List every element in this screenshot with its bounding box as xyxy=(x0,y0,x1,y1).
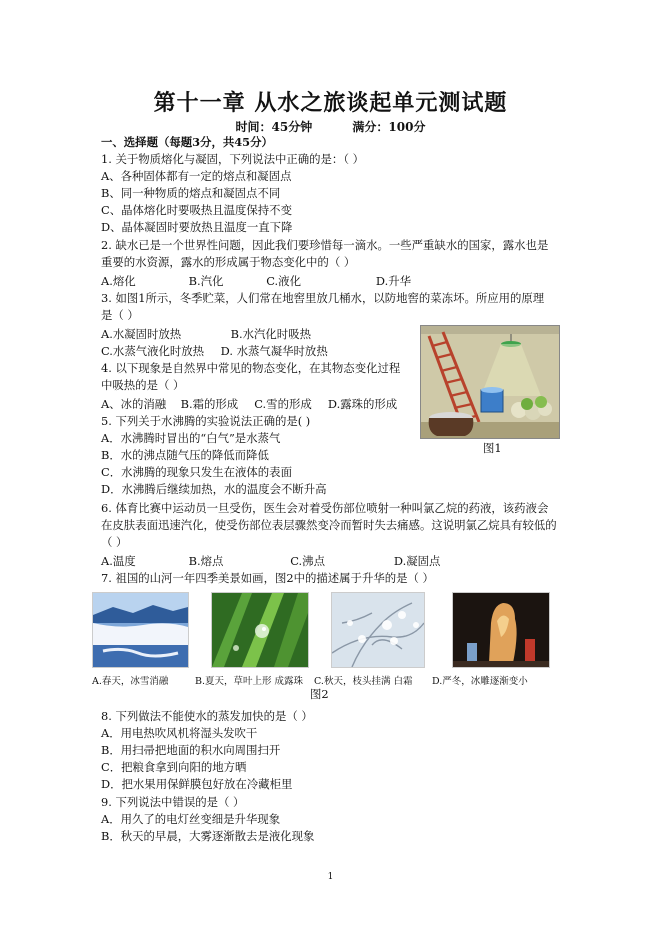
question-8-option-d: D．把水果用保鲜膜包好放在冷藏柜里 xyxy=(101,777,293,791)
question-5-option-c: C．水沸腾的现象只发生在液体的表面 xyxy=(101,465,292,479)
figure-2-caption-a: A.春天，冰雪消融 xyxy=(92,676,169,687)
question-3-option-b: B.水汽化时吸热 xyxy=(230,327,311,341)
question-2-options xyxy=(101,273,411,289)
question-6-stem-line3: （ ） xyxy=(101,535,128,549)
question-2-stem-line1: 2. 缺水已是一个世界性问题，因此我们要珍惜每一滴水。一些严重缺水的国家，露水也是 xyxy=(101,238,549,252)
question-3-option-d: D. 水蒸气凝华时放热 xyxy=(220,344,328,358)
question-2-option-c: C.液化 xyxy=(266,274,301,288)
total-score: 满分：100分 xyxy=(352,120,426,134)
question-6-options xyxy=(101,553,440,569)
question-4-stem-line2: 中吸热的是（ ） xyxy=(101,378,185,392)
question-6-option-a: A.温度 xyxy=(101,554,136,568)
figure-2-caption-d: D.严冬，冰雕逐渐变小 xyxy=(432,676,528,687)
question-8-stem: 8. 下列做法不能使水的蒸发加快的是（ ） xyxy=(101,709,313,723)
photo-spring-ice-melting xyxy=(92,592,189,668)
question-6-stem-line2: 在皮肤表面迅速汽化，使受伤部位表层骤然变冷而暂时失去痛感。这说明氯乙烷具有较低的 xyxy=(101,518,557,532)
ice-sculpture-image xyxy=(453,593,549,667)
question-3-option-c: C.水蒸气液化时放热 xyxy=(101,344,205,358)
question-4-option-b: B.霜的形成 xyxy=(180,397,239,411)
cellar-drawing xyxy=(421,326,559,438)
exam-meta xyxy=(0,118,661,135)
figure-1-label: 图1 xyxy=(483,441,502,455)
question-5-option-a: A．水沸腾时冒出的“白气”是水蒸气 xyxy=(101,431,281,445)
question-6-stem-line1: 6. 体育比赛中运动员一旦受伤，医生会对着受伤部位喷射一种叫氯乙烷的药液，该药液会 xyxy=(101,501,549,515)
question-1-option-a: A、各种固体都有一定的熔点和凝固点 xyxy=(101,169,292,183)
question-1-option-d: D、晶体凝固时要放热且温度一直下降 xyxy=(101,220,293,234)
section-heading: 一、选择题（每题3分，共45分） xyxy=(101,135,273,149)
summer-dew-image xyxy=(212,593,308,667)
question-4-option-c: C.雪的形成 xyxy=(254,397,312,411)
question-9-option-a: A．用久了的电灯丝变细是升华现象 xyxy=(101,812,281,826)
question-8-option-a: A．用电热吹风机将湿头发吹干 xyxy=(101,726,258,740)
question-2-option-b: B.汽化 xyxy=(188,274,224,288)
question-4-options xyxy=(101,396,397,412)
question-2-option-d: D.升华 xyxy=(375,274,412,288)
question-4-option-d: D.露珠的形成 xyxy=(327,397,398,411)
time-limit: 时间：45分钟 xyxy=(235,120,313,134)
question-3-stem-line1: 3. 如图1所示，冬季贮菜，人们常在地窖里放几桶水，以防地窖的菜冻坏。所应用的原理 xyxy=(101,291,545,305)
page-number: 1 xyxy=(327,872,334,882)
question-3-options-row1 xyxy=(101,326,311,342)
question-2-stem-line2: 重要的水资源，露水的形成属于物态变化中的（ ） xyxy=(101,255,356,269)
question-3-option-a: A.水凝固时放热 xyxy=(101,327,182,341)
question-1-option-b: B、同一种物质的熔点和凝固点不同 xyxy=(101,186,281,200)
photo-autumn-frost xyxy=(331,592,425,668)
question-3-options-row2 xyxy=(101,343,328,359)
figure-2-caption-c: C.秋天，枝头挂满 白霜 xyxy=(314,676,413,687)
spring-ice-image xyxy=(93,593,188,667)
figure-2-label: 图2 xyxy=(310,687,329,701)
question-4-option-a: A、冰的消融 xyxy=(101,397,167,411)
question-7-stem: 7. 祖国的山河一年四季美景如画，图2中的描述属于升华的是（ ） xyxy=(101,571,434,585)
page-title: 第十一章 从水之旅谈起单元测试题 xyxy=(153,90,508,116)
question-4-stem-line1: 4. 以下现象是自然界中常见的物态变化，在其物态变化过程 xyxy=(101,361,401,375)
question-2-option-a: A.熔化 xyxy=(101,274,136,288)
question-6-option-c: C.沸点 xyxy=(290,554,325,568)
autumn-frost-image xyxy=(332,593,424,667)
question-5-option-d: D．水沸腾后继续加热，水的温度会不断升高 xyxy=(101,482,327,496)
figure-2-caption-b: B.夏天，草叶上形 成露珠 xyxy=(195,676,304,687)
figure-1-cellar-illustration xyxy=(420,325,560,439)
question-1-option-c: C、晶体熔化时要吸热且温度保持不变 xyxy=(101,203,292,217)
question-6-option-d: D.凝固点 xyxy=(393,554,441,568)
question-8-option-c: C．把粮食拿到向阳的地方晒 xyxy=(101,760,247,774)
question-9-stem: 9. 下列说法中错误的是（ ） xyxy=(101,795,245,809)
question-3-stem-line2: 是（ ） xyxy=(101,308,139,322)
question-5-option-b: B．水的沸点随气压的降低而降低 xyxy=(101,448,269,462)
question-6-option-b: B.熔点 xyxy=(188,554,224,568)
question-9-option-b: B．秋天的早晨，大雾逐渐散去是液化现象 xyxy=(101,829,315,843)
question-8-option-b: B．用扫帚把地面的积水向周围扫开 xyxy=(101,743,281,757)
question-5-stem: 5. 下列关于水沸腾的实验说法正确的是( ) xyxy=(101,414,311,428)
photo-summer-dew xyxy=(211,592,309,668)
question-1-stem: 1. 关于物质熔化与凝固，下列说法中正确的是：（ ） xyxy=(101,152,365,166)
photo-winter-ice-sculpture xyxy=(452,592,550,668)
